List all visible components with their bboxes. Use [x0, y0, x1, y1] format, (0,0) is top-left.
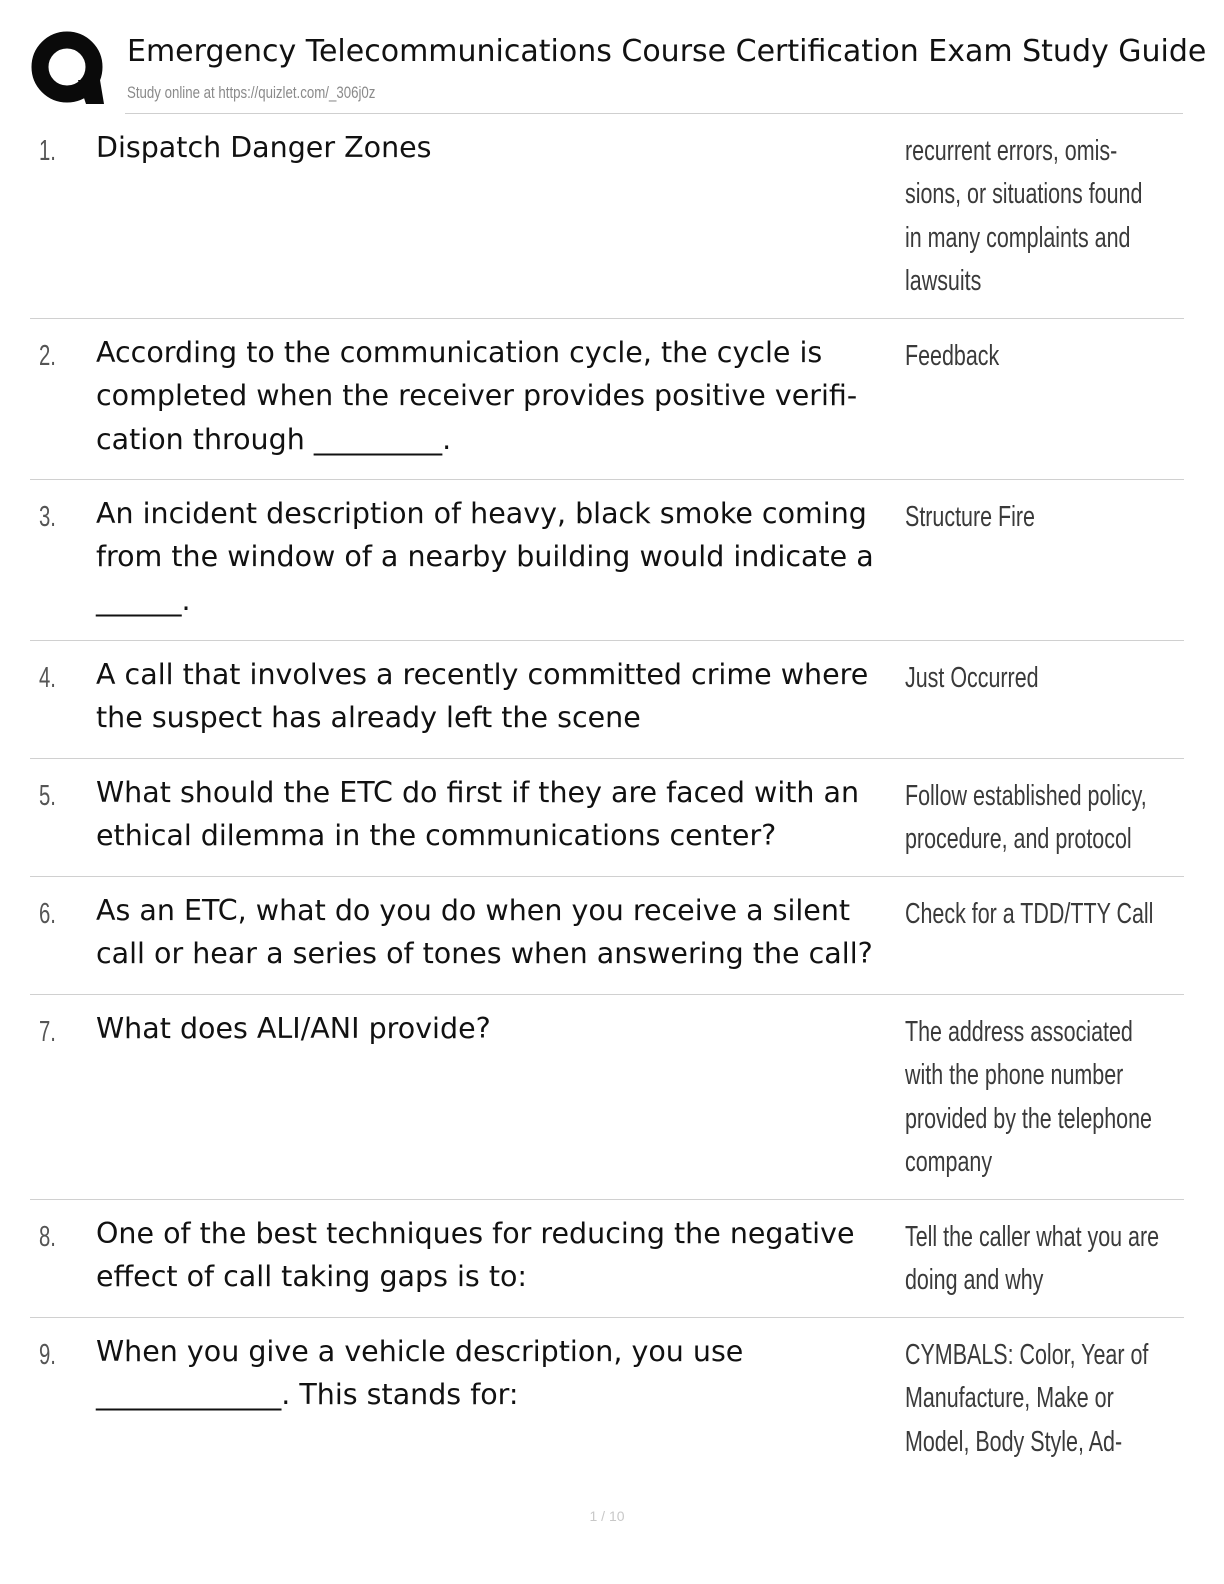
quizlet-logo-icon [30, 30, 106, 106]
flashcard-row [30, 641, 1184, 759]
flashcard-list [30, 114, 1184, 1478]
flashcard-row [30, 319, 1184, 480]
card-definition: Feedback [905, 340, 1000, 372]
page-number: 1 / 10 [589, 1508, 625, 1524]
card-number: 5. [39, 780, 56, 812]
study-online-link[interactable]: Study online at https://quizlet.com/_306j0z [127, 83, 376, 102]
flashcard-row [30, 877, 1184, 995]
card-term: One of the best techniques for reducing the negative effect of call taking gaps is to: [96, 1217, 855, 1294]
card-term: What does ALI/ANI provide? [96, 1012, 491, 1045]
card-definition: Just Occurred [905, 662, 1039, 694]
card-definition: Structure Fire [905, 501, 1035, 533]
card-definition: Check for a TDD/TTY Call [905, 898, 1154, 930]
card-definition: Tell the caller what you are doing and why [905, 1221, 1160, 1297]
card-term: A call that involves a recently committed crime where the suspect has already left the scene [96, 658, 869, 735]
card-definition: CYMBALS: Color, Year of Manufacture, Make or Model, Body Style, Ad- [905, 1339, 1149, 1458]
flashcard-row [30, 1200, 1184, 1318]
flashcard-row [30, 1318, 1184, 1478]
card-number: 8. [39, 1221, 56, 1253]
card-number: 2. [39, 340, 56, 372]
card-definition: The address associated with the phone number provided by the telephone company [905, 1016, 1152, 1179]
card-term: An incident description of heavy, black smoke coming from the window of a nearby building would indicate a ______. [96, 497, 874, 617]
card-definition: Follow established policy, procedure, and protocol [905, 780, 1147, 856]
card-term: What should the ETC do first if they are faced with an ethical dilemma in the communications center? [96, 776, 860, 853]
flashcard-row [30, 114, 1184, 319]
flashcard-row [30, 995, 1184, 1200]
card-term: As an ETC, what do you do when you receive a silent call or hear a series of tones when answering the call? [96, 894, 873, 971]
page-title: Emergency Telecommunications Course Certification Exam Study Guide [127, 34, 1207, 69]
card-term: According to the communication cycle, the cycle is completed when the receiver provides positive verifi- cation through _________. [96, 336, 858, 456]
card-definition: recurrent errors, omis- sions, or situations found in many complaints and lawsuits [905, 135, 1143, 298]
card-number: 1. [39, 135, 56, 167]
card-number: 7. [39, 1016, 56, 1048]
card-term: When you give a vehicle description, you use _____________. This stands for: [96, 1335, 744, 1412]
card-number: 4. [39, 662, 56, 694]
card-number: 3. [39, 501, 56, 533]
card-term: Dispatch Danger Zones [96, 131, 432, 164]
flashcard-row [30, 480, 1184, 641]
card-number: 6. [39, 898, 56, 930]
flashcard-row [30, 759, 1184, 877]
card-number: 9. [39, 1339, 56, 1371]
